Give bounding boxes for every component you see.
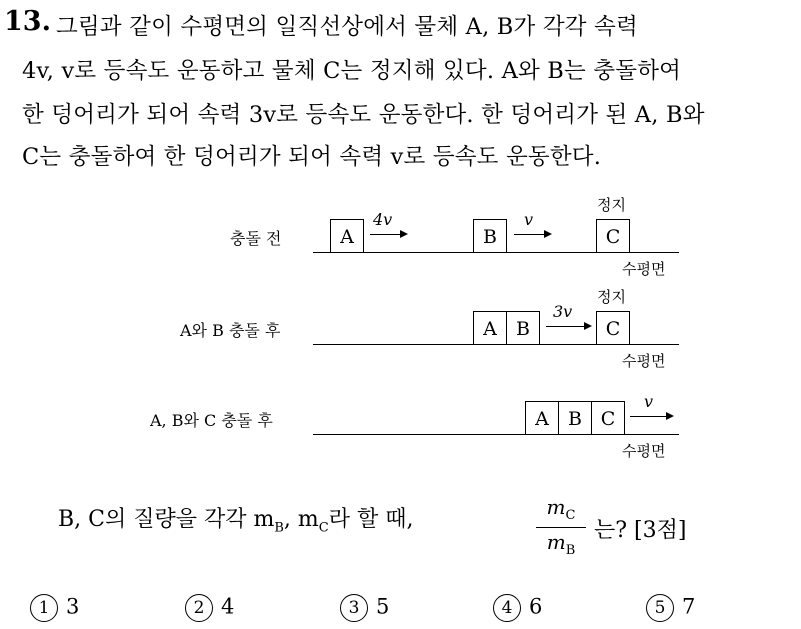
choice-5[interactable] bbox=[646, 594, 695, 622]
question-part: 라 할 때, bbox=[328, 507, 414, 532]
question-part: , m bbox=[283, 507, 319, 532]
arrow-abc bbox=[630, 416, 672, 417]
question-text bbox=[58, 502, 413, 535]
choice-number-circle: 2 bbox=[185, 594, 213, 622]
row-label-after-abc: A, B와 C 충돌 후 bbox=[150, 411, 273, 430]
box-c: C bbox=[591, 401, 625, 435]
ground-label: 수평면 bbox=[622, 442, 666, 460]
arrow-a bbox=[370, 234, 406, 235]
collision-diagram bbox=[0, 190, 801, 470]
choice-value: 7 bbox=[682, 594, 696, 619]
choice-number-circle: 3 bbox=[340, 594, 368, 622]
subscript-b: B bbox=[274, 520, 284, 536]
question-number: 13. bbox=[4, 6, 51, 37]
question-ending: 는? [3점] bbox=[594, 518, 687, 543]
choice-2[interactable] bbox=[185, 594, 234, 622]
fraction-denominator: $m_B$ bbox=[546, 530, 576, 558]
stop-tag: 정지 bbox=[597, 288, 626, 306]
ground-label: 수평면 bbox=[622, 352, 666, 370]
fraction-bar bbox=[536, 527, 586, 528]
mass-ratio-fraction bbox=[534, 495, 588, 558]
problem-line-2: 4v, v로 등속도 운동하고 물체 C는 정지해 있다. A와 B는 충돌하여 bbox=[22, 58, 682, 84]
ground-label: 수평면 bbox=[622, 260, 666, 278]
question-part: B, C의 질량을 각각 m bbox=[58, 507, 275, 532]
box-a: A bbox=[330, 219, 364, 253]
box-c: C bbox=[596, 311, 630, 345]
subscript-c: C bbox=[318, 520, 329, 536]
speed-ab-label: 3v bbox=[553, 302, 573, 321]
speed-a-label: 4v bbox=[373, 210, 393, 229]
box-a: A bbox=[525, 401, 559, 435]
choice-number-circle: 5 bbox=[646, 594, 674, 622]
box-b: B bbox=[473, 219, 507, 253]
problem-line-1: 그림과 같이 수평면의 일직선상에서 물체 A, B가 각각 속력 bbox=[56, 14, 638, 40]
row-label-before: 충돌 전 bbox=[230, 229, 282, 248]
choice-number-circle: 4 bbox=[493, 594, 521, 622]
speed-abc-label: v bbox=[644, 392, 654, 411]
choice-3[interactable] bbox=[340, 594, 389, 622]
stop-tag: 정지 bbox=[597, 196, 626, 214]
choice-value: 3 bbox=[66, 594, 80, 619]
arrow-b bbox=[514, 234, 550, 235]
box-c: C bbox=[596, 219, 630, 253]
fraction-numerator: $m_C$ bbox=[546, 495, 576, 523]
box-b: B bbox=[506, 311, 540, 345]
choice-value: 5 bbox=[376, 594, 390, 619]
choice-4[interactable] bbox=[493, 594, 542, 622]
problem-line-3: 한 덩어리가 되어 속력 3v로 등속도 운동한다. 한 덩어리가 된 A, B와 bbox=[22, 102, 705, 128]
row-label-after-ab: A와 B 충돌 후 bbox=[180, 321, 281, 340]
choice-number-circle: 1 bbox=[30, 594, 58, 622]
choice-value: 4 bbox=[221, 594, 235, 619]
arrow-ab bbox=[546, 326, 590, 327]
box-b: B bbox=[558, 401, 592, 435]
choice-value: 6 bbox=[529, 594, 543, 619]
box-a: A bbox=[473, 311, 507, 345]
problem-line-4: C는 충돌하여 한 덩어리가 되어 속력 v로 등속도 운동한다. bbox=[22, 144, 602, 170]
speed-b-label: v bbox=[524, 210, 534, 229]
choice-1[interactable] bbox=[30, 594, 79, 622]
